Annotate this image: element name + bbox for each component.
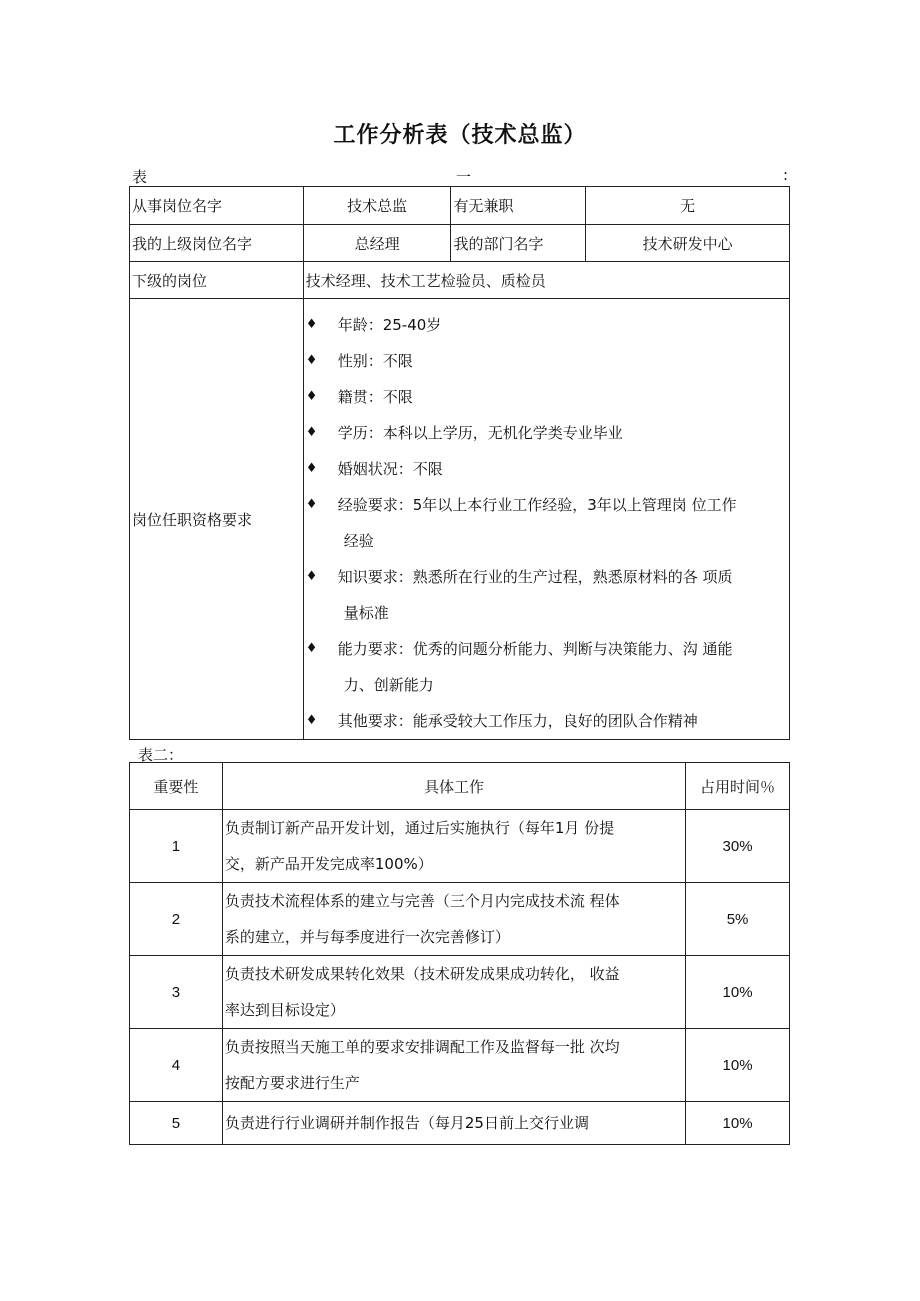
table2-caption: 表二：	[138, 746, 184, 764]
work-duties-table	[129, 762, 790, 1145]
position-name-label: 从事岗位名字	[130, 187, 304, 225]
requirement-item: ♦ 性别：不限	[304, 343, 789, 379]
row-time: 10%	[686, 1029, 790, 1102]
diamond-bullet-icon: ♦	[305, 389, 318, 404]
part-time-value: 无	[586, 187, 790, 225]
position-name-value: 技术总监	[303, 187, 451, 225]
requirements-label: 岗位任职资格要求	[130, 299, 304, 740]
diamond-bullet-icon: ♦	[305, 497, 318, 512]
row-work: 负责制订新产品开发计划，通过后实施执行（每年1月 份提 交，新产品开发完成率100%）	[222, 810, 685, 883]
row-work: 负责进行行业调研并制作报告（每月25日前上交行业调	[222, 1102, 685, 1145]
row-time: 30%	[686, 810, 790, 883]
position-info-table	[129, 186, 790, 740]
diamond-bullet-icon: ♦	[305, 425, 318, 440]
requirements-cell	[303, 299, 789, 740]
requirement-item: ♦ 学历：本科以上学历，无机化学类专业毕业	[304, 415, 789, 451]
diamond-bullet-icon: ♦	[305, 461, 318, 476]
work-header: 具体工作	[222, 763, 685, 810]
row-time: 5%	[686, 883, 790, 956]
page-title: 工作分析表（技术总监）	[333, 123, 587, 148]
department-label: 我的部门名字	[451, 225, 586, 262]
row-time: 10%	[686, 956, 790, 1029]
diamond-bullet-icon: ♦	[305, 353, 318, 368]
superior-value: 总经理	[303, 225, 451, 262]
department-value: 技术研发中心	[586, 225, 790, 262]
requirement-item: ♦ 经验要求：5年以上本行业工作经验，3年以上管理岗 位工作 经验	[304, 487, 789, 559]
row-importance: 4	[130, 1029, 223, 1102]
table1-caption-middle: 一	[456, 168, 472, 186]
table1-caption	[130, 166, 790, 186]
requirement-item: ♦ 年龄：25-40岁	[304, 307, 789, 343]
part-time-label: 有无兼职	[451, 187, 586, 225]
requirement-item: ♦ 婚姻状况：不限	[304, 451, 789, 487]
superior-label: 我的上级岗位名字	[130, 225, 304, 262]
diamond-bullet-icon: ♦	[305, 569, 318, 584]
table1-caption-left: 表	[132, 168, 148, 186]
requirement-item: ♦ 其他要求：能承受较大工作压力，良好的团队合作精神	[304, 703, 789, 739]
importance-header: 重要性	[130, 763, 223, 810]
diamond-bullet-icon: ♦	[305, 641, 318, 656]
subordinate-value: 技术经理、技术工艺检验员、质检员	[303, 262, 789, 299]
row-work: 负责按照当天施工单的要求安排调配工作及监督每一批 次均 按配方要求进行生产	[222, 1029, 685, 1102]
row-work: 负责技术流程体系的建立与完善（三个月内完成技术流 程体 系的建立，并与每季度进行一次完善修订）	[222, 883, 685, 956]
table1-caption-right: :	[783, 166, 789, 184]
table-row	[130, 810, 790, 883]
row-importance: 2	[130, 883, 223, 956]
requirement-item: ♦ 知识要求：熟悉所在行业的生产过程，熟悉原材料的各 项质 量标准	[304, 559, 789, 631]
requirements-list	[304, 299, 789, 739]
diamond-bullet-icon: ♦	[305, 713, 318, 728]
row-work: 负责技术研发成果转化效果（技术研发成果成功转化， 收益 率达到目标设定）	[222, 956, 685, 1029]
time-header: 占用时间％	[686, 763, 790, 810]
row-importance: 1	[130, 810, 223, 883]
table-row	[130, 883, 790, 956]
diamond-bullet-icon: ♦	[305, 317, 318, 332]
requirement-item: ♦ 能力要求：优秀的问题分析能力、判断与决策能力、沟 通能 力、创新能力	[304, 631, 789, 703]
table-row	[130, 956, 790, 1029]
row-time: 10%	[686, 1102, 790, 1145]
row-importance: 3	[130, 956, 223, 1029]
row-importance: 5	[130, 1102, 223, 1145]
table-row	[130, 1102, 790, 1145]
subordinate-label: 下级的岗位	[130, 262, 304, 299]
requirement-item: ♦ 籍贯：不限	[304, 379, 789, 415]
table-row	[130, 1029, 790, 1102]
